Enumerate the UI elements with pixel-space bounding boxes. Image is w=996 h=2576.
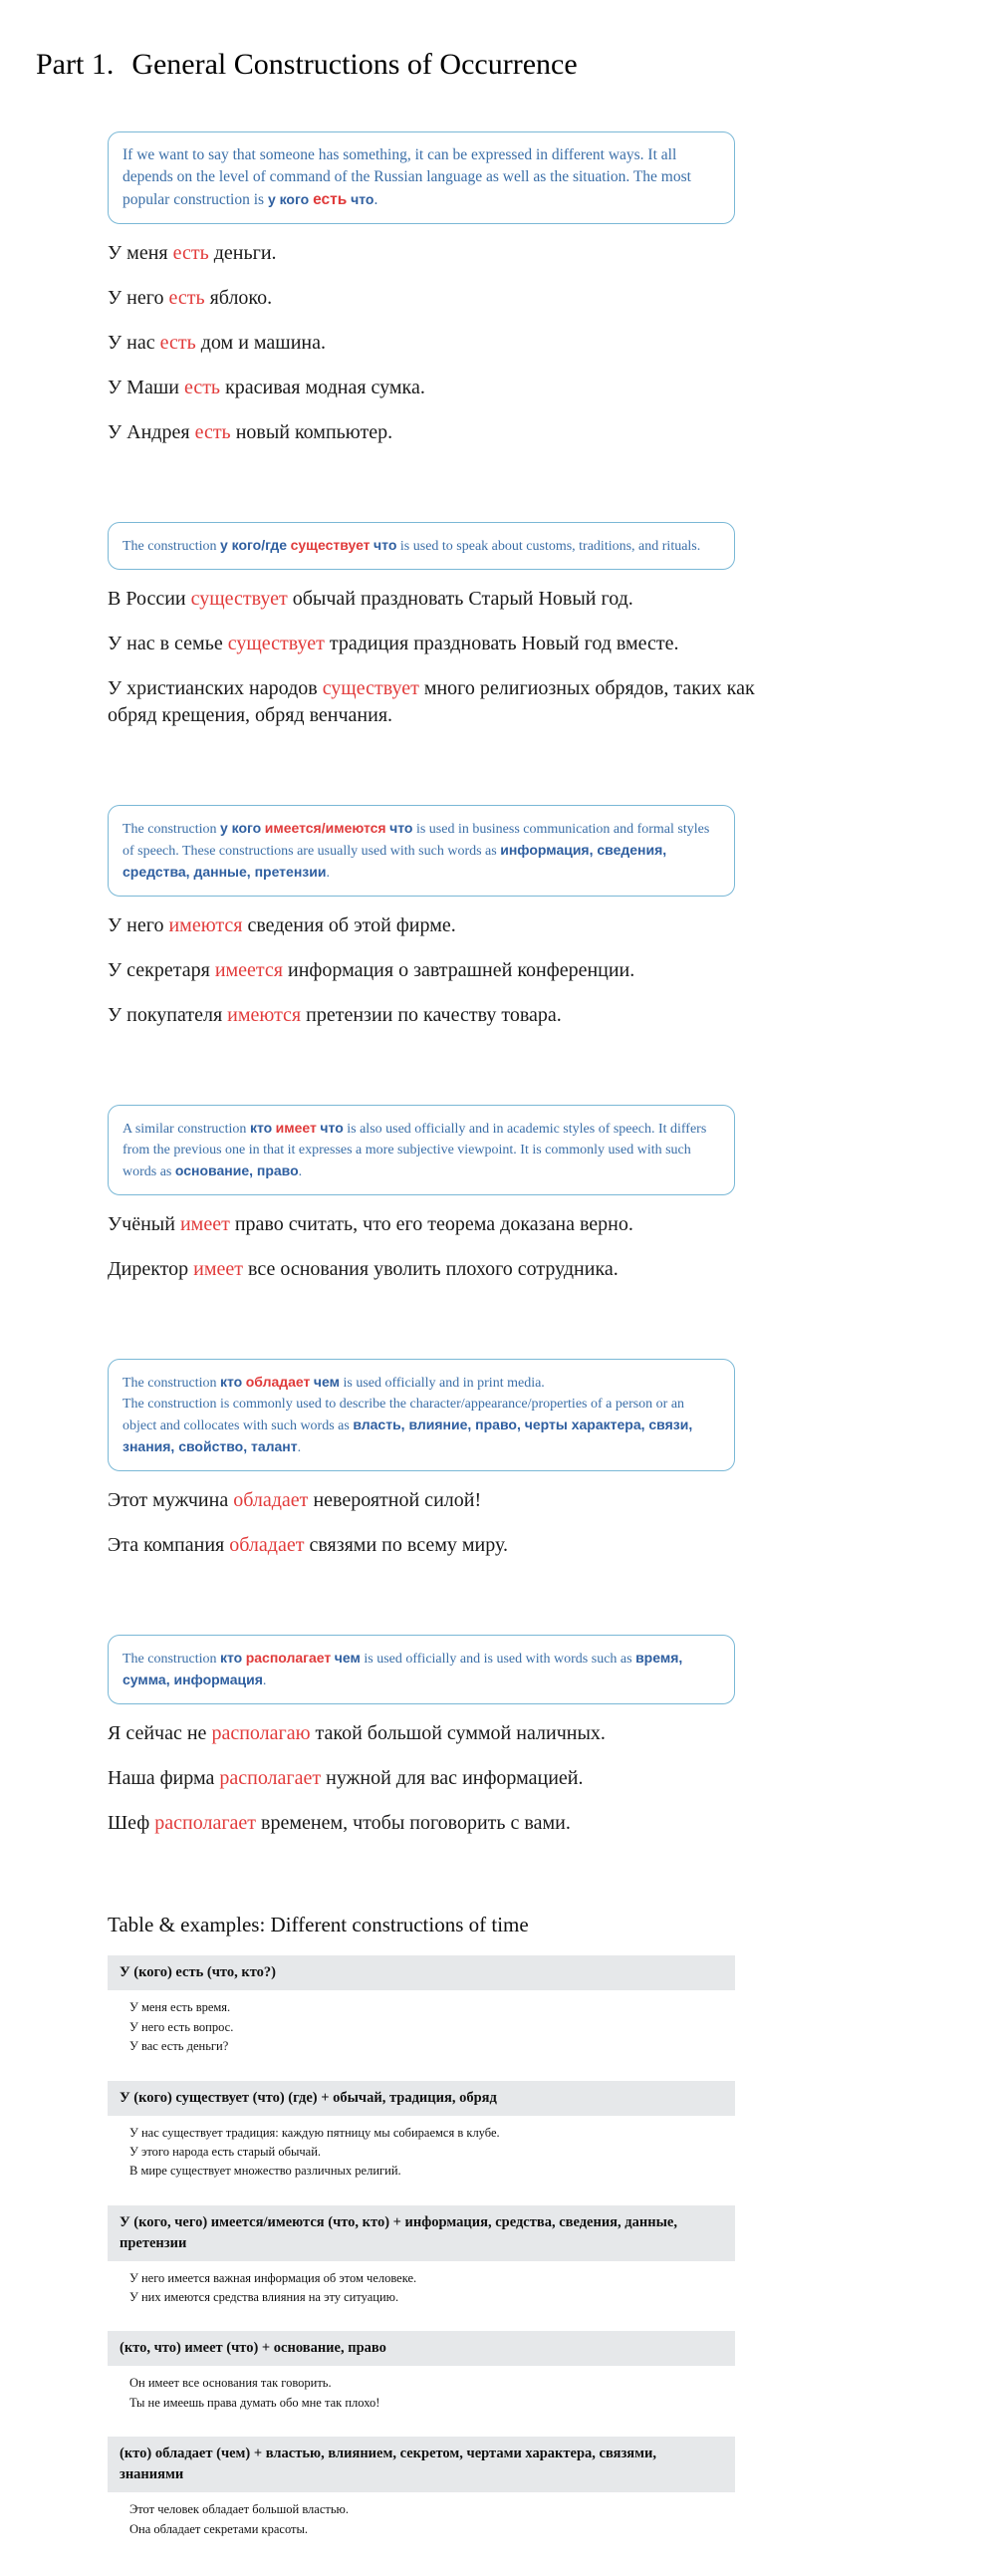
example-sentence: Эта компания обладает связями по всему миру.	[108, 1534, 508, 1557]
table-example: У него имеется важная информация об этом человеке.	[129, 2270, 417, 2285]
note-box-4: A similar construction кто имеет что is also used officially and in academic styles of speech. It differs from the previous one in that it expresses a more subjective viewpoint. It is commonly used with such words as основание, право.	[108, 1105, 735, 1195]
table-row-header: (кто) обладает (чем) + властью, влиянием, секретом, чертами характера, связями, знаниями	[108, 2437, 735, 2492]
example-sentence: У Андрея есть новый компьютер.	[108, 421, 393, 444]
part-label: Part 1.	[36, 48, 115, 81]
example-sentence: Шеф располагает временем, чтобы поговорить с вами.	[108, 1812, 571, 1835]
note-box-5: The construction кто обладает чем is used officially and in print media. The construction is commonly used to describe the character/appearance/properties of a person or an object and collocates with such words as власть, влияние, право, черты характера, связи, знания, свойство, талант.	[108, 1359, 735, 1471]
table-example: Она обладает секретами красоты.	[129, 2521, 309, 2536]
table-block	[108, 2081, 735, 2191]
table-row-header: У (кого) существует (что) (где) + обычай, традиция, обряд	[108, 2081, 735, 2116]
table-example: У этого народа есть старый обычай.	[129, 2144, 322, 2159]
example-sentence: Учёный имеет право считать, что его теорема доказана верно.	[108, 1213, 633, 1236]
table-row-body	[108, 2261, 735, 2318]
example-sentence: У христианских народов существует много религиозных обрядов, таких как обряд крещения, обряд венчания.	[108, 677, 755, 727]
example-sentence: У нас есть дом и машина.	[108, 332, 326, 355]
table-row-header: У (кого) есть (что, кто?)	[108, 1955, 735, 1990]
example-sentence: У меня есть деньги.	[108, 242, 277, 265]
document-page	[0, 14, 996, 2549]
example-sentence: Директор имеет все основания уволить плохого сотрудника.	[108, 1258, 619, 1281]
example-sentence: У покупателя имеются претензии по качеству товара.	[108, 1004, 562, 1027]
examples-list-5	[108, 1487, 805, 1559]
example-sentence: У секретаря имеется информация о завтрашней конференции.	[108, 959, 635, 982]
table-example: Он имеет все основания так говорить.	[129, 2376, 332, 2391]
examples-list-4	[108, 1211, 805, 1283]
example-sentence: У нас в семье существует традиция праздновать Новый год вместе.	[108, 633, 679, 655]
page-title	[6, 14, 996, 116]
table-row-body	[108, 2492, 735, 2549]
table-block	[108, 2331, 735, 2423]
note-box-3: The construction у кого имеется/имеются что is used in business communication and formal styles of speech. These constructions are usually used with such words as информация, сведения, средства, данные, претензии.	[108, 805, 735, 897]
examples-list-6	[108, 1720, 805, 1837]
table-row-header: (кто, что) имеет (что) + основание, право	[108, 2331, 735, 2366]
table-example: В мире существует множество различных религий.	[129, 2164, 401, 2179]
table-block	[108, 1955, 735, 2066]
table-example: У него есть вопрос.	[129, 2019, 234, 2034]
note-box-6: The construction кто располагает чем is used officially and is used with words such as время, сумма, информация.	[108, 1635, 735, 1704]
constructions-table	[108, 1955, 735, 2549]
example-sentence: Этот мужчина обладает невероятной силой!	[108, 1489, 482, 1512]
example-sentence: В России существует обычай праздновать Старый Новый год.	[108, 588, 633, 611]
table-row-body	[108, 1990, 735, 2066]
table-row-body	[108, 2116, 735, 2191]
table-example: Этот человек обладает большой властью.	[129, 2502, 350, 2517]
examples-list-1	[108, 240, 805, 446]
table-example: Ты не имеешь права думать обо мне так плохо!	[129, 2395, 380, 2410]
example-sentence: У Маши есть красивая модная сумка.	[108, 377, 425, 399]
table-row-header: У (кого, чего) имеется/имеются (что, кто) + информация, средства, сведения, данные, претензии	[108, 2205, 735, 2261]
example-sentence: У него имеются сведения об этой фирме.	[108, 914, 456, 937]
table-row-body	[108, 2366, 735, 2423]
table-section-heading: Table & examples: Different constructions of time	[108, 1913, 529, 1937]
table-block	[108, 2437, 735, 2549]
example-sentence: Наша фирма располагает нужной для вас информацией.	[108, 1767, 584, 1790]
table-example: У меня есть время.	[129, 2000, 231, 2015]
examples-list-3	[108, 912, 805, 1029]
table-example: У вас есть деньги?	[129, 2039, 229, 2054]
example-sentence: Я сейчас не располагаю такой большой суммой наличных.	[108, 1722, 606, 1745]
part-title-text: General Constructions of Occurrence	[131, 48, 578, 81]
table-block	[108, 2205, 735, 2318]
note-box-2: The construction у кого/где существует что is used to speak about customs, traditions, and rituals.	[108, 522, 735, 570]
table-example: У нас существует традиция: каждую пятницу мы собираемся в клубе.	[129, 2125, 500, 2140]
table-example: У них имеются средства влияния на эту ситуацию.	[129, 2290, 399, 2305]
examples-list-2	[108, 586, 805, 729]
example-sentence: У него есть яблоко.	[108, 287, 273, 310]
note-box-1: If we want to say that someone has something, it can be expressed in different ways. It all depends on the level of command of the Russian language as well as the situation. The most popular construction is у кого есть что.	[108, 131, 735, 224]
